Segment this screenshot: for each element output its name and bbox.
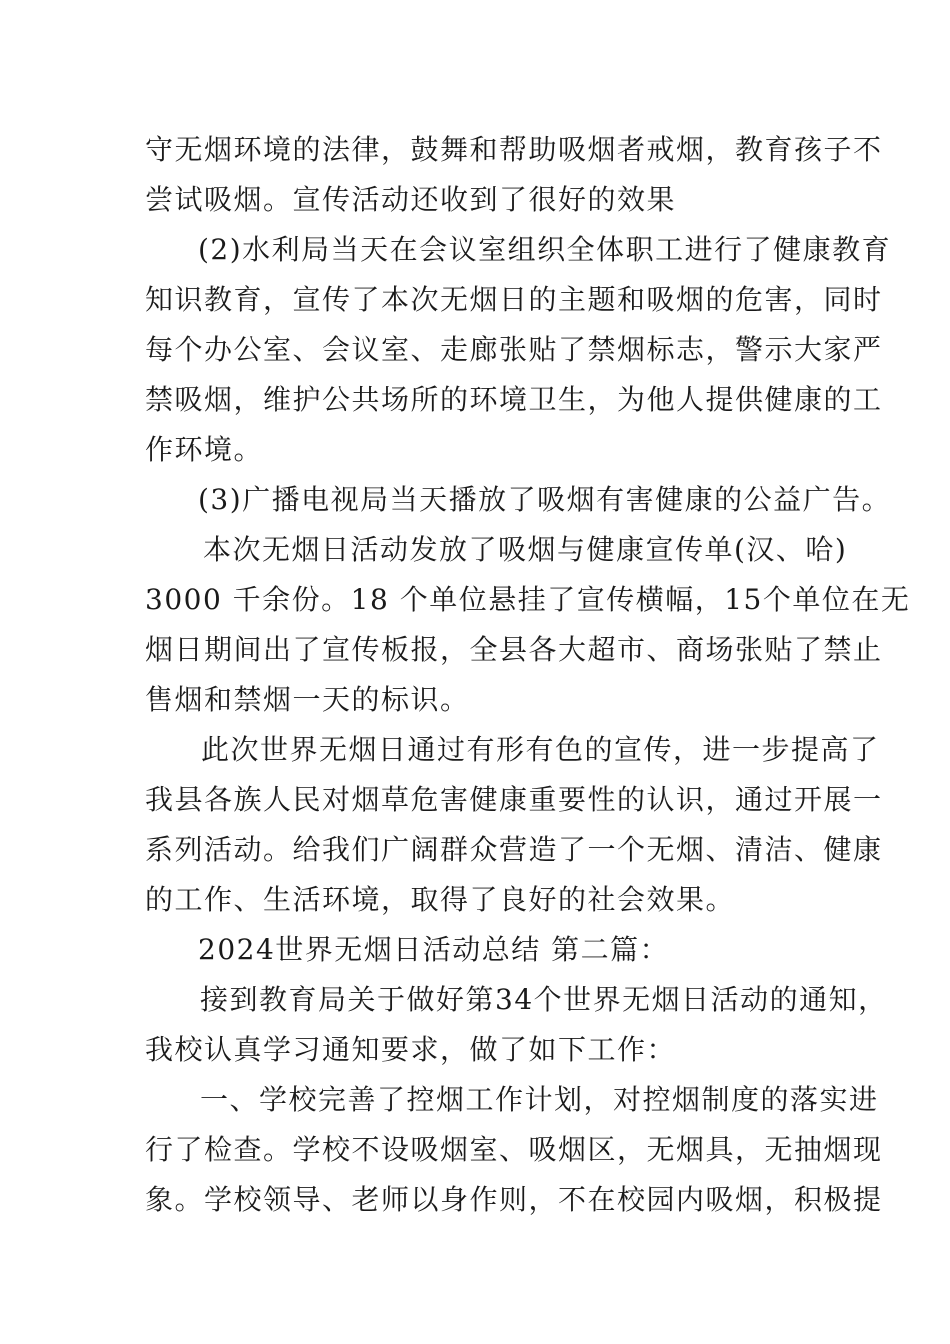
- text-line: 一、学校完善了控烟工作计划，对控烟制度的落实进: [200, 1083, 879, 1116]
- text-line: 本次无烟日活动发放了吸烟与健康宣传单(汉、哈): [203, 533, 848, 566]
- text-line: 知识教育，宣传了本次无烟日的主题和吸烟的危害，同时: [145, 283, 883, 316]
- text-line: 此次世界无烟日通过有形有色的宣传，进一步提高了: [201, 733, 880, 766]
- text-line: 行了检查。学校不设吸烟室、吸烟区，无烟具，无抽烟现: [145, 1133, 883, 1166]
- text-line: 守无烟环境的法律，鼓舞和帮助吸烟者戒烟，教育孩子不: [145, 133, 883, 166]
- text-line: 禁吸烟，维护公共场所的环境卫生，为他人提供健康的工: [145, 383, 883, 416]
- text-line: 3000 千余份。18 个单位悬挂了宣传横幅，15个单位在无: [145, 583, 911, 616]
- text-line: 烟日期间出了宣传板报，全县各大超市、商场张贴了禁止: [145, 633, 883, 666]
- section-heading: 2024世界无烟日活动总结 第二篇：: [198, 933, 670, 966]
- text-line: (2)水利局当天在会议室组织全体职工进行了健康教育: [198, 233, 892, 266]
- text-line: 售烟和禁烟一天的标识。: [145, 683, 470, 716]
- text-line: 每个办公室、会议室、走廊张贴了禁烟标志，警示大家严: [145, 333, 883, 366]
- text-line: 的工作、生活环境，取得了良好的社会效果。: [145, 883, 736, 916]
- text-line: 作环境。: [145, 433, 264, 466]
- text-line: 我校认真学习通知要求，做了如下工作：: [145, 1033, 677, 1066]
- text-line: 系列活动。给我们广阔群众营造了一个无烟、清洁、健康: [145, 833, 883, 866]
- text-line: 我县各族人民对烟草危害健康重要性的认识，通过开展一: [145, 783, 883, 816]
- text-line: 象。学校领导、老师以身作则，不在校园内吸烟，积极提: [145, 1183, 883, 1216]
- text-line: (3)广播电视局当天播放了吸烟有害健康的公益广告。: [198, 483, 892, 516]
- text-line: 接到教育局关于做好第34个世界无烟日活动的通知，: [200, 983, 888, 1016]
- text-line: 尝试吸烟。宣传活动还收到了很好的效果: [145, 183, 677, 216]
